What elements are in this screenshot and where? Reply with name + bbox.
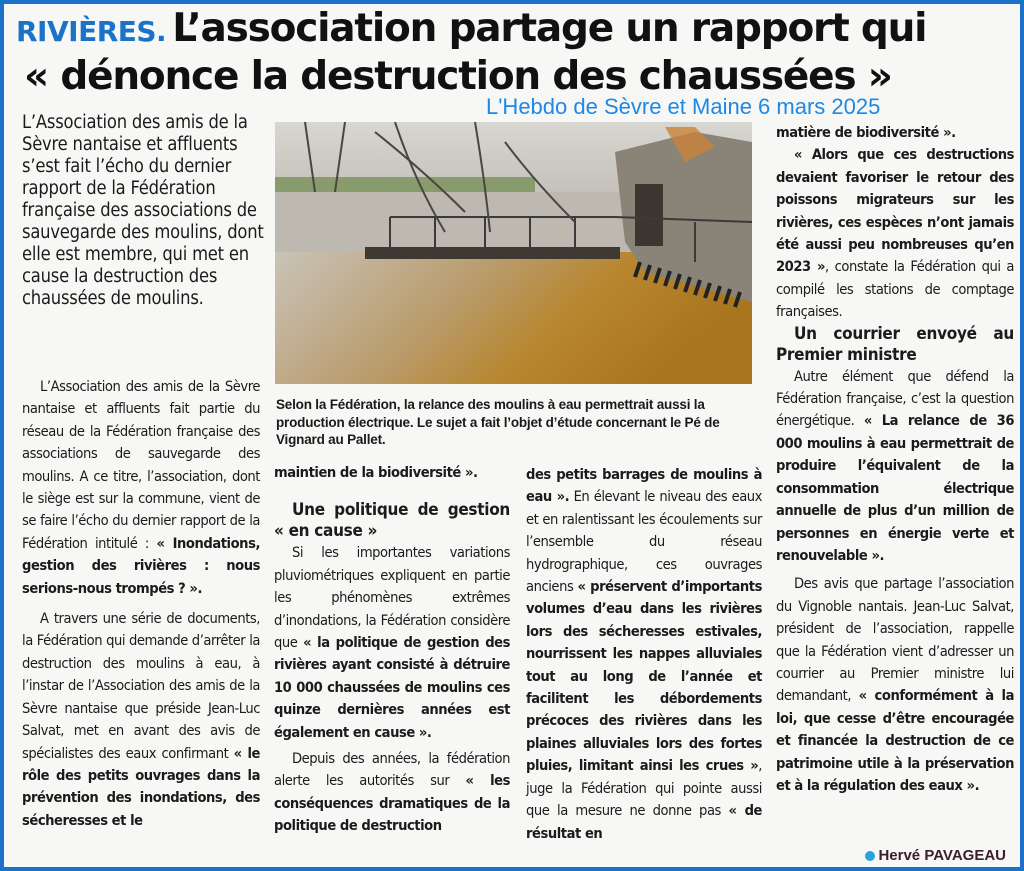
paragraph: Depuis des années, la fédération alerte les autorités sur « les conséquences dramatiques de la politique de destruction xyxy=(274,750,510,835)
column-1 xyxy=(22,376,260,832)
upper-water xyxy=(275,192,655,252)
quote: « Alors que ces destructions devaient favoriser le retour des poissons migrateurs sur les rivières, ces espèces n’ont jamais été aussi peu nombreuses qu’en 2023 » xyxy=(776,146,1014,276)
paragraph: « Alors que ces destructions devaient favoriser le retour des poissons migrateurs sur les rivières, ces espèces n’ont jamais été aussi peu nombreuses qu’en 2023 », constate la Fédération qui a compilé les stations de comptage françaises. xyxy=(776,146,1015,321)
bullet-dot-icon xyxy=(865,851,875,861)
author-name: Hervé PAVAGEAU xyxy=(878,847,1006,864)
quote: « la politique de gestion des rivières ayant consisté à détruire 10 000 chaussées de moulins ces quinze dernières années est également en cause ». xyxy=(274,634,510,741)
quote: « conformément à la loi, que cesse d’être encouragée et financée la destruction de ce patrimoine utile à la préservation et à la régulation des eaux ». xyxy=(776,687,1014,794)
headline xyxy=(16,6,1016,99)
mill-door xyxy=(635,184,663,246)
paragraph: Des avis que partage l’association du Vignoble nantais. Jean-Luc Salvat, président de l’association, rappelle que la Fédération vient d’adresser un courrier au Premier ministre lui demandant, « conformément à la loi, que cesse d’être encouragée et financée la destruction de ce patrimoine utile à la préservation et à la régulation des eaux ». xyxy=(776,575,1014,794)
paragraph: Si les importantes variations pluviométriques expliquent en partie les phénomènes extrêmes d’inondations, la Fédération considère que « la politique de gestion des rivières ayant consisté à détruire 10 000 chaussées de moulins ces quinze dernières années est également en cause ». xyxy=(274,544,510,741)
article-photo xyxy=(275,122,752,384)
report-title: « Inondations, gestion des rivières : nous serions-nous trompés ? ». xyxy=(22,534,260,597)
column-3 xyxy=(526,464,762,845)
quote-continuation: maintien de la biodiversité ». xyxy=(274,464,478,481)
paragraph: des petits barrages de moulins à eau ». En élevant le niveau des eaux et en ralentissant les écoulements sur l’ensemble du réseau hydrographique, ces ouvrages anciens « préservent d’importants volumes d’eau dans les rivières lors des sécheresses estivales, nourrissent les nappes alluviales tout au long de l’année et facilitent les débordements précoces des rivières dans les plaines alluviales lors des fortes pluies, limitant ainsi les crues », juge la Fédération qui pointe aussi que la mesure ne donne pas « de résultat en xyxy=(526,466,762,842)
headline-line-1: L’association partage un rapport qui xyxy=(172,6,927,51)
paragraph: L’Association des amis de la Sèvre nantaise et affluents fait partie du réseau de la Fédération française des associations de sauvegarde des moulins. A ce titre, l’association, dont le siège est sur la commune, vient de se faire l’écho du dernier rapport de la Fédération intitulé : « Inondations, gestion des rivières : nous serions-nous trompés ? ». xyxy=(22,378,260,597)
headline-line-2: « dénonce la destruction des chaussées » xyxy=(24,54,892,99)
quote: « le rôle des petits ouvrages dans la prévention des inondations, des sécheresses et le xyxy=(22,744,260,829)
photo-caption: Selon la Fédération, la relance des moulins à eau permettrait aussi la production électrique. Le sujet a fait l’objet d’étude concernant le Pé de Vignard au Pallet. xyxy=(276,397,720,447)
subheading: Une politique de gestion « en cause » xyxy=(274,500,510,542)
source-overlay: L'Hebdo de Sèvre et Maine 6 mars 2025 xyxy=(486,94,881,119)
quote: « les conséquences dramatiques de la politique de destruction xyxy=(274,772,510,835)
section-kicker: RIVIÈRES. xyxy=(16,15,167,48)
quote: « préservent d’importants volumes d’eau dans les rivières lors des sécheresses estivales, nourrissent les nappes alluviales tout au long de l’année et facilitent les débordements précoces des rivières dans les plaines alluviales lors des fortes pluies, limitant ainsi les crues » xyxy=(526,578,762,775)
quote-continuation: matière de biodiversité ». xyxy=(776,124,956,141)
byline xyxy=(865,847,1006,864)
mill-weir-photo xyxy=(275,122,752,384)
subheading: Un courrier envoyé au Premier ministre xyxy=(776,323,1014,365)
paragraph: A travers une série de documents, la Fédération qui demande d’arrêter la destruction des moulins à eau, à l’instar de l’Association des amis de la Sèvre nantaise que préside Jean-Luc Salvat, met en avant des avis de spécialistes des eaux confirmant « le rôle des petits ouvrages dans la prévention des inondations, des sécheresses et le xyxy=(22,610,260,829)
quote: « La relance de 36 000 moulins à eau permettrait de produire l’équivalent de la consommation électrique annuelle de plus d’un million de personnes en énergie verte et renouvelable ». xyxy=(776,412,1015,564)
lede-paragraph xyxy=(22,112,267,310)
weir-crest xyxy=(365,247,620,259)
paragraph: Autre élément que défend la Fédération française, c’est la question énergétique. « La relance de 36 000 moulins à eau permettrait de produire l’équivalent de la consommation électrique annuelle de plus d’un million de personnes en énergie verte et renouvelable ». xyxy=(776,367,1015,564)
column-2 xyxy=(274,462,510,838)
column-4 xyxy=(776,122,1014,797)
lede-text: L’Association des amis de la Sèvre nantaise et affluents s’est fait l’écho du dernier rapport de la Fédération française des associations de sauvegarde des moulins, dont elle est membre, qui met en cause la destruction des chaussées de moulins. xyxy=(22,112,264,309)
